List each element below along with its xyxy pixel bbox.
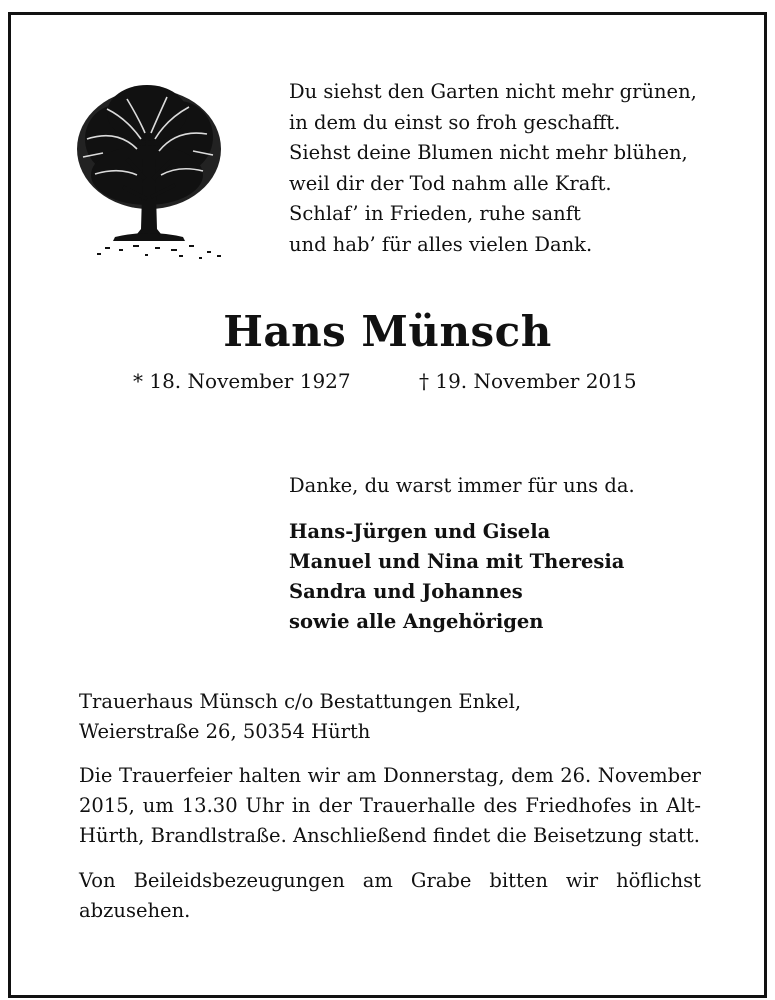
poem-line: weil dir der Tod nahm alle Kraft. — [289, 171, 612, 195]
poem-line: in dem du einst so froh geschafft. — [289, 110, 621, 134]
family-list — [289, 517, 624, 637]
family-member: Manuel und Nina mit Theresia — [289, 550, 625, 573]
poem-line: und hab’ für alles vielen Dank. — [289, 232, 593, 256]
family-member: Hans-Jürgen und Gisela — [289, 520, 551, 543]
mourning-address — [79, 687, 521, 747]
thanks-line: Danke, du warst immer für uns da. — [289, 474, 635, 497]
poem-line: Schlaf’ in Frieden, ruhe sanft — [289, 202, 581, 225]
family-member: Sandra und Johannes — [289, 580, 523, 603]
poem-line: Siehst deine Blumen nicht mehr blühen, — [289, 141, 688, 164]
ceremony-paragraph: Die Trauerfeier halten wir am Donnerstag, dem 26. November 2015, um 13.30 Uhr in der Trauerhalle des Friedhofes in Alt-Hürth, Brandlstraße. Anschließend findet die Beisetzung statt. — [79, 764, 701, 847]
poem — [289, 77, 697, 260]
poem-line: Du siehst den Garten nicht mehr grünen, — [289, 80, 697, 103]
tree-icon — [67, 79, 227, 263]
address-line: Trauerhaus Münsch c/o Bestattungen Enkel, — [79, 690, 522, 713]
death-date: † 19. November 2015 — [419, 369, 637, 393]
obituary-notice — [8, 12, 767, 998]
deceased-name: Hans Münsch — [223, 307, 552, 356]
family-member: sowie alle Angehörigen — [289, 610, 544, 633]
condolence-paragraph: Von Beileidsbezeugungen am Grabe bitten wir höflichst abzusehen. — [79, 869, 701, 922]
birth-date: * 18. November 1927 — [133, 369, 351, 393]
address-line: Weierstraße 26, 50354 Hürth — [79, 720, 371, 743]
